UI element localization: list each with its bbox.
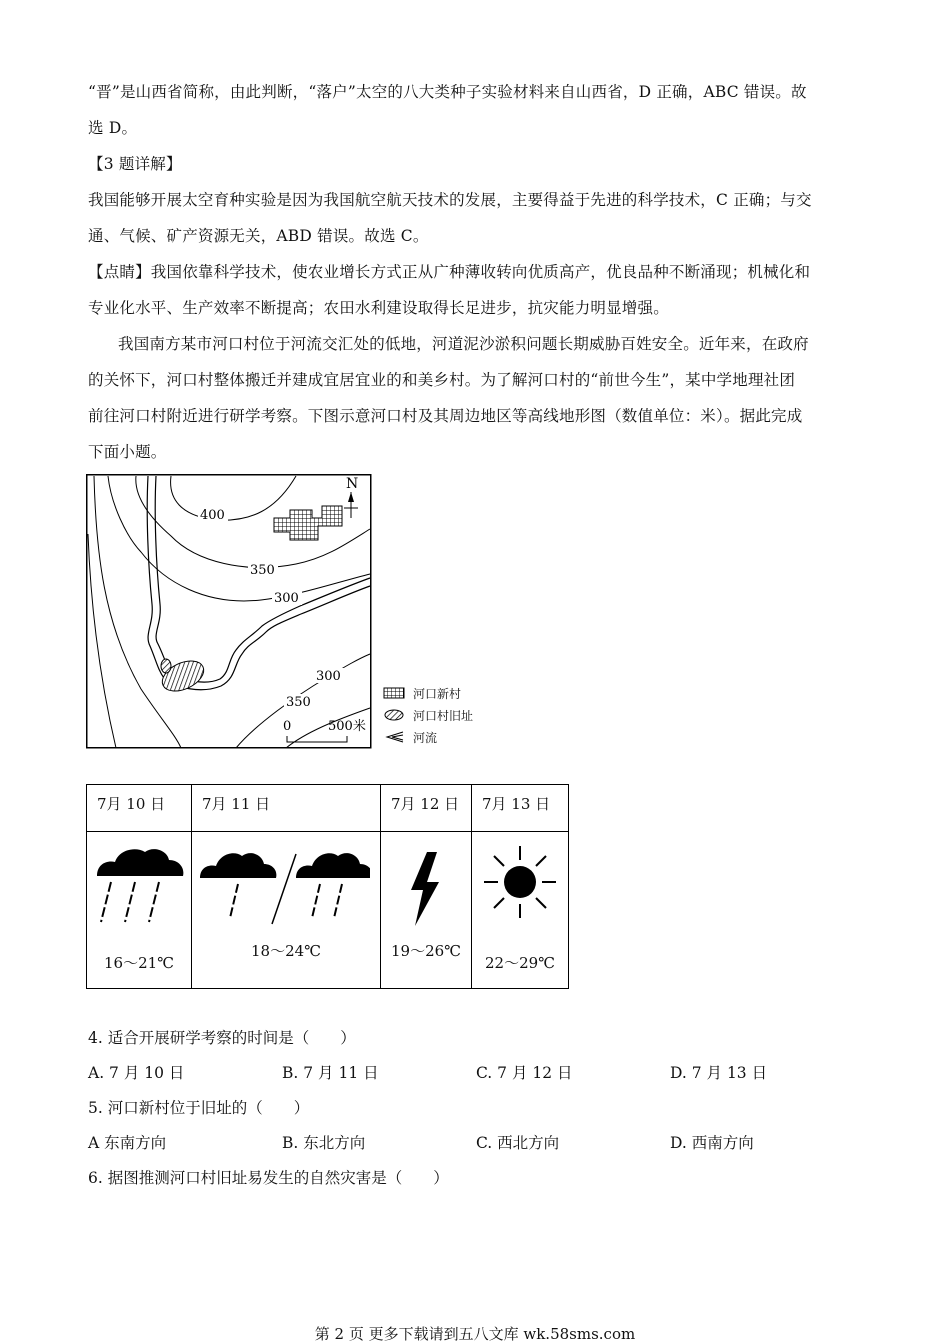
- old-village-site: [161, 659, 171, 673]
- option-a[interactable]: A. 7 月 10 日: [88, 1064, 185, 1082]
- option-c[interactable]: C. 7 月 12 日: [476, 1064, 573, 1082]
- option-b[interactable]: B. 7 月 11 日: [282, 1064, 379, 1082]
- page-footer: 第 2 页 更多下载请到五八文库 wk.58sms.com: [314, 1325, 636, 1343]
- weather-cell: [472, 832, 569, 989]
- contour-label: 300: [274, 591, 299, 606]
- contour-label: 350: [250, 563, 275, 578]
- legend-label: 河口村旧址: [413, 708, 474, 723]
- weather-table: [86, 784, 569, 989]
- weather-date: 7月 13 日: [472, 785, 569, 832]
- legend-item: [383, 726, 473, 748]
- answer-text-line: 选 D。: [88, 119, 138, 137]
- legend-item: [383, 682, 473, 704]
- question-stem: 5. 河口新村位于旧址的（ ）: [88, 1099, 310, 1117]
- weather-date: 7月 11 日: [192, 785, 381, 832]
- north-label: N: [346, 476, 359, 492]
- tip-text-line: 专业化水平、生产效率不断提高；农田水利建设取得长足进步，抗灾能力明显增强。: [88, 299, 669, 317]
- passage-line: 的关怀下，河口村整体搬迁并建成宜居宜业的和美乡村。为了解河口村的“前世今生”，某中学地理社团: [88, 371, 796, 389]
- answer-text-line: “晋”是山西省简称，由此判断，“落户”太空的八大类种子实验材料来自山西省，D 正确，ABC 错误。故: [88, 83, 807, 101]
- legend-label: 河口新村: [413, 686, 462, 701]
- answer-text-line: 通、气候、矿产资源无关，ABD 错误。故选 C。: [88, 227, 429, 245]
- legend-label: 河流: [413, 730, 438, 745]
- scale-zero: 0: [283, 719, 292, 734]
- rain-to-rain-icon: [192, 838, 370, 938]
- weather-temp: 22～29℃: [485, 954, 555, 972]
- contour-label: 400: [200, 508, 225, 523]
- scale-distance: 500米: [328, 719, 366, 734]
- hatch-pattern-icon: [383, 709, 405, 721]
- option-c[interactable]: C. 西北方向: [476, 1134, 560, 1152]
- passage-line: 下面小题。: [88, 443, 167, 461]
- contour-label: 300: [316, 669, 341, 684]
- weather-date: 7月 10 日: [87, 785, 192, 832]
- weather-temp: 16～21℃: [104, 954, 174, 972]
- weather-cell: [87, 832, 192, 989]
- contour-label: 350: [286, 695, 311, 710]
- passage-line: 前往河口村附近进行研学考察。下图示意河口村及其周边地区等高线地形图（数值单位：米）。据此完成: [88, 407, 803, 425]
- option-b[interactable]: B. 东北方向: [282, 1134, 366, 1152]
- sun-icon: [472, 838, 568, 938]
- river-icon: [383, 730, 405, 744]
- tip-text-line: 【点睛】我国依靠科学技术，使农业增长方式正从广种薄收转向优质高产，优良品种不断涌现；机械化和: [88, 263, 811, 281]
- option-a[interactable]: A 东南方向: [88, 1134, 167, 1152]
- section-heading: 【3 题详解】: [88, 155, 182, 173]
- map-legend: [383, 682, 473, 748]
- weather-date: 7月 12 日: [381, 785, 472, 832]
- thunder-icon: [381, 838, 461, 938]
- grid-pattern-icon: [383, 687, 405, 699]
- weather-temp: 19～26℃: [391, 942, 461, 960]
- weather-cell: [381, 832, 472, 989]
- weather-temp: 18～24℃: [251, 942, 321, 960]
- question-stem: 6. 据图推测河口村旧址易发生的自然灾害是（ ）: [88, 1169, 449, 1187]
- heavy-rain-icon: [87, 838, 191, 938]
- passage-line: 我国南方某市河口村位于河流交汇处的低地，河道泥沙淤积问题长期威胁百姓安全。近年来，在政府: [118, 335, 809, 353]
- question-stem: 4. 适合开展研学考察的时间是（ ）: [88, 1029, 356, 1047]
- option-d[interactable]: D. 7 月 13 日: [670, 1064, 768, 1082]
- legend-item: [383, 704, 473, 726]
- answer-text-line: 我国能够开展太空育种实验是因为我国航空航天技术的发展，主要得益于先进的科学技术，C 正确；与交: [88, 191, 812, 209]
- weather-cell: [192, 832, 381, 989]
- option-d[interactable]: D. 西南方向: [670, 1134, 754, 1152]
- contour-map: [86, 474, 376, 752]
